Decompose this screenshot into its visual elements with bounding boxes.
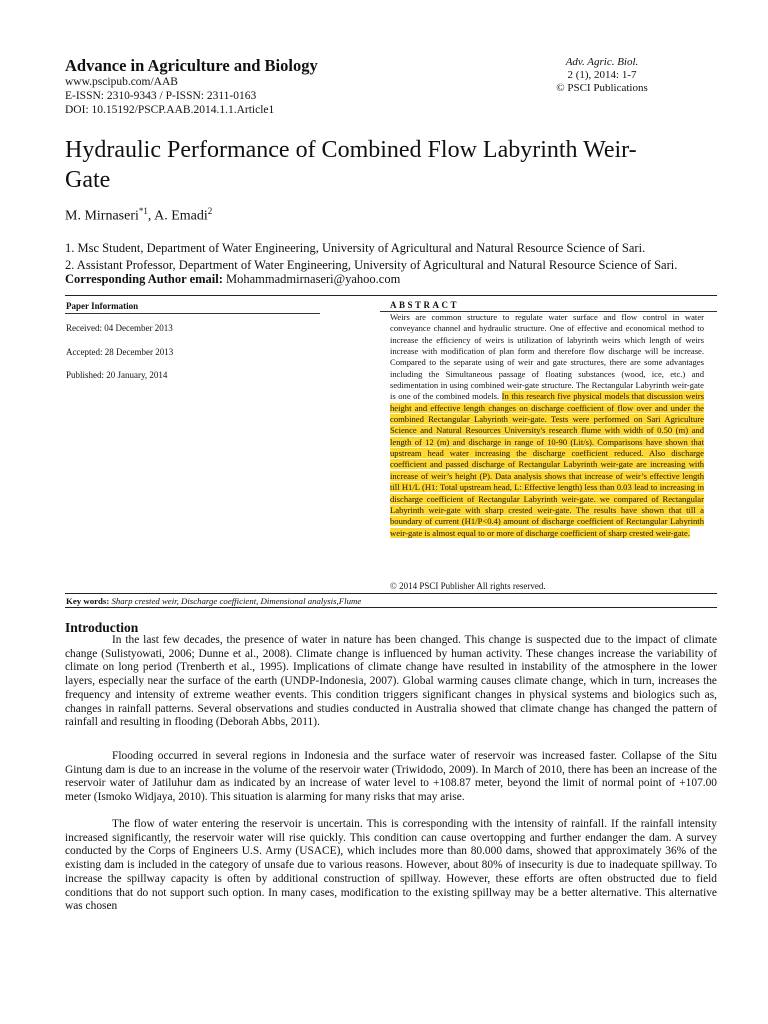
published-date: Published: 20 January, 2014 [66,370,168,380]
keywords-top-rule [65,593,717,594]
introduction-heading: Introduction [65,620,139,635]
corresponding-author [65,272,715,287]
intro-paragraph-1-text: In the last few decades, the presence of water in nature has been changed. This change is suspected due to the impact of climate change (Sulistyowati, 2006; Dunne et al., 2008). Climate change is influenced by human activity. These changes increase the variability of climate on long period (Trenberth et al., 1995). Implications of climate change have resulted in instability of the atmosphere in the lower layers, especially near the surface of the earth (UNDP-Indonesia, 2007). Global warming causes climate change, which in turn, increases the frequency and intensity of extreme weather events. This condition triggers significant changes in physical systems and biologics such as, changes in rainfall patterns. Several observations and studies conducted in Australia showed that climate change has changed the pattern of rainfall and resulting in flooding (Deborah Abbs, 2011). [65,634,717,729]
received-date: Received: 04 December 2013 [66,323,173,333]
author-1-marker: *1 [138,206,148,216]
paper-info-rule [65,313,320,314]
author-2: , A. Emadi [147,208,208,224]
paper-title-line-2: Gate [65,167,111,193]
citation-publisher: © PSCI Publications [556,82,648,94]
affiliation-2: 2. Assistant Professor, Department of Water Engineering, University of Agricultural and Natural Resource Science of Sari. [65,258,678,272]
keywords-label: Key words: [66,596,110,606]
intro-paragraph-1 [65,634,717,730]
corresponding-label: Corresponding Author email: [65,272,223,286]
journal-title: Advance in Agriculture and Biology [65,56,318,75]
article-doi: DOI: 10.15192/PSCP.AAB.2014.1.1.Article1 [65,104,275,116]
affiliation-1: 1. Msc Student, Department of Water Engineering, University of Agricultural and Natural Resource Science of Sari. [65,241,646,255]
paper-title-line-1: Hydraulic Performance of Combined Flow Labyrinth Weir- [65,137,637,163]
citation-volume: 2 (1), 2014: 1-7 [567,69,637,81]
citation-block [522,56,682,95]
citation-journal: Adv. Agric. Biol. [565,56,639,68]
author-2-marker: 2 [207,206,213,216]
abstract-heading: ABSTRACT [390,300,460,310]
copyright-notice: © 2014 PSCI Publisher All rights reserved. [390,581,546,591]
intro-paragraph-2-text: Flooding occurred in several regions in Indonesia and the surface water of reservoir was increased faster. Collapse of the Situ Gintung dam is due to an increase in the volume of the reservoir water (Triwidodo, 2009). In March of 2010, there has been an increase of the reservoir water of Jatiluhur dam as indicated by an increase of water level to +108.87 meter, beyond the limit of normal point of +107.00 meter (Ismoko Widjaya, 2010). This situation is alarming for many risks that may arise. [65,750,717,804]
journal-website: www.pscipub.com/AAB [65,76,178,88]
accepted-date: Accepted: 28 December 2013 [66,347,174,357]
info-top-rule [65,295,717,296]
journal-issn: E-ISSN: 2310-9343 / P-ISSN: 2311-0163 [65,90,257,102]
author-list [65,206,212,225]
intro-paragraph-2 [65,750,717,805]
corresponding-email: Mohammadmirnaseri@yahoo.com [222,272,401,286]
keywords-bottom-rule [65,607,717,608]
abstract-highlighted: In this research five physical models that discussion weirs height and effective length changes on discharge coefficient of flow over and under the combined Rectangular Labyrinth weir-gate. Tests were performed on Sari Agriculture Science and Natural Resources University's research flume with width of 0.50 (m) and length of 12 (m) and discharge in range of 10-90 (Lit/s). Comparisons have shown that upstream head water increasing the discharge coefficient reduced. Also discharge coefficient and passed discharge of Rectangular Labyrinth weir-gate are increasing with increase of weir’s height (P). Data analysis shows that increase of weir’s effective length till H1/L (H1: Total upstream head, L: Effective length) less than 0.03 lead to increasing in discharge coefficient of Rectangular Labyrinth weir-gate. we compared of Rectangular Labyrinth weir-gate with sharp crested weir-gate. The results have shown that till a boundary of current (H1/P<0.4) amount of discharge coefficient of Rectangular Labyrinth weir-gate is almost equal to or more of discharge coefficient of sharp crested weir-gate. [390,391,704,538]
keywords [66,596,361,606]
keywords-values: Sharp crested weir, Discharge coefficient, Dimensional analysis,Flume [109,596,362,606]
paper-info-heading: Paper Information [66,301,139,311]
author-1: M. Mirnaseri [65,208,139,224]
abstract-plain: Weirs are common structure to regulate water surface and flow control in water conveyance channel and hydraulic structure. One of effective and economical method to increase the efficiency of weirs is utilization of labyrinth weirs which length of weirs increase with modification of plan form and therefore flow discharge will be increase. Compared to the separate using of weir and gate structures, there are some advantages including the Simultaneous passage of floating substances (wood, ice, etc.) and sedimentation in using combined weir-gate structure. The Rectangular Labyrinth weir-gate is one of the combined models. [390,312,704,402]
paper-title [65,135,715,195]
abstract-text [390,312,704,539]
intro-paragraph-3-text: The flow of water entering the reservoir is uncertain. This is corresponding with the intensity of rainfall. If the rainfall intensity increased significantly, the reservoir water will rise quickly. This condition can cause overtopping and further endanger the dam. A survey conducted by the Corps of Engineers U.S. Army (USACE), which includes more than 80.000 dams, showed that approximately 36% of the existing dam is included in the category of unsafe due to various reasons. However, about 80% of insecurity is due to inadequate spillway. To increase the spillway capacity is often by additional construction of spillway. However, these efforts are often obstructed due to field conditions that do not support such option. In many cases, modification to the existing spillway may be a better alternative. This alternative was chosen [65,818,717,913]
intro-paragraph-3 [65,818,717,914]
